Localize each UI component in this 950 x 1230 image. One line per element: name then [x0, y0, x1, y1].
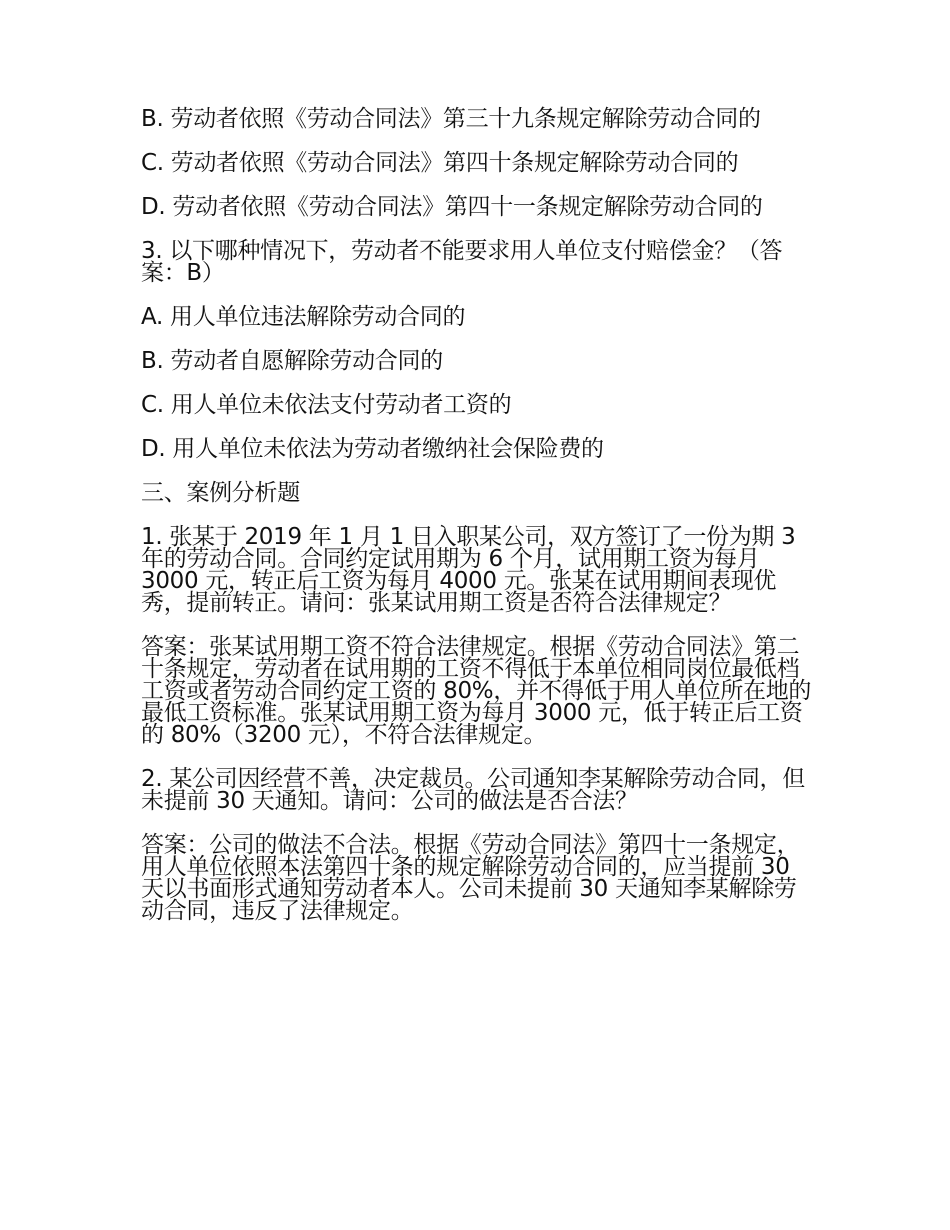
- document-body: [141, 108, 817, 944]
- question-3-option-a: A. 用人单位违法解除劳动合同的: [141, 304, 466, 330]
- case-2-question: 2. 某公司因经营不善，决定裁员。公司通知李某解除劳动合同，但未提前 30 天通知。请问：公司的做法是否合法？: [141, 766, 805, 814]
- question-3-option-c: C. 用人单位未依法支付劳动者工资的: [141, 392, 512, 418]
- option-d-article-41: D. 劳动者依照《劳动合同法》第四十一条规定解除劳动合同的: [141, 194, 763, 220]
- option-b-article-39: B. 劳动者依照《劳动合同法》第三十九条规定解除劳动合同的: [141, 106, 761, 132]
- section-heading-case-analysis: 三、案例分析题: [141, 480, 300, 506]
- case-2-answer: 答案：公司的做法不合法。根据《劳动合同法》第四十一条规定，用人单位依照本法第四十条的规定解除劳动合同的，应当提前 30 天以书面形式通知劳动者本人。公司未提前 30 天通知李某解除劳动合同，违反了法律规定。: [141, 832, 800, 924]
- question-3: 3. 以下哪种情况下，劳动者不能要求用人单位支付赔偿金？（答案：B）: [141, 238, 783, 286]
- question-3-option-b: B. 劳动者自愿解除劳动合同的: [141, 348, 443, 374]
- case-1-answer: 答案：张某试用期工资不符合法律规定。根据《劳动合同法》第二十条规定，劳动者在试用期的工资不得低于本单位相同岗位最低档工资或者劳动合同约定工资的 80%，并不得低于用人单位所在地的最低工资标准。张某试用期工资为每月 3000 元，低于转正后工资的 80%（3200 元），不符合法律规定。: [141, 634, 812, 748]
- option-c-article-40: C. 劳动者依照《劳动合同法》第四十条规定解除劳动合同的: [141, 150, 739, 176]
- question-3-option-d: D. 用人单位未依法为劳动者缴纳社会保险费的: [141, 436, 604, 462]
- case-1-question: 1. 张某于 2019 年 1 月 1 日入职某公司，双方签订了一份为期 3 年的劳动合同。合同约定试用期为 6 个月，试用期工资为每月 3000 元，转正后工资为每月 4000 元。张某在试用期间表现优秀，提前转正。请问：张某试用期工资是否符合法律规定？: [141, 524, 796, 616]
